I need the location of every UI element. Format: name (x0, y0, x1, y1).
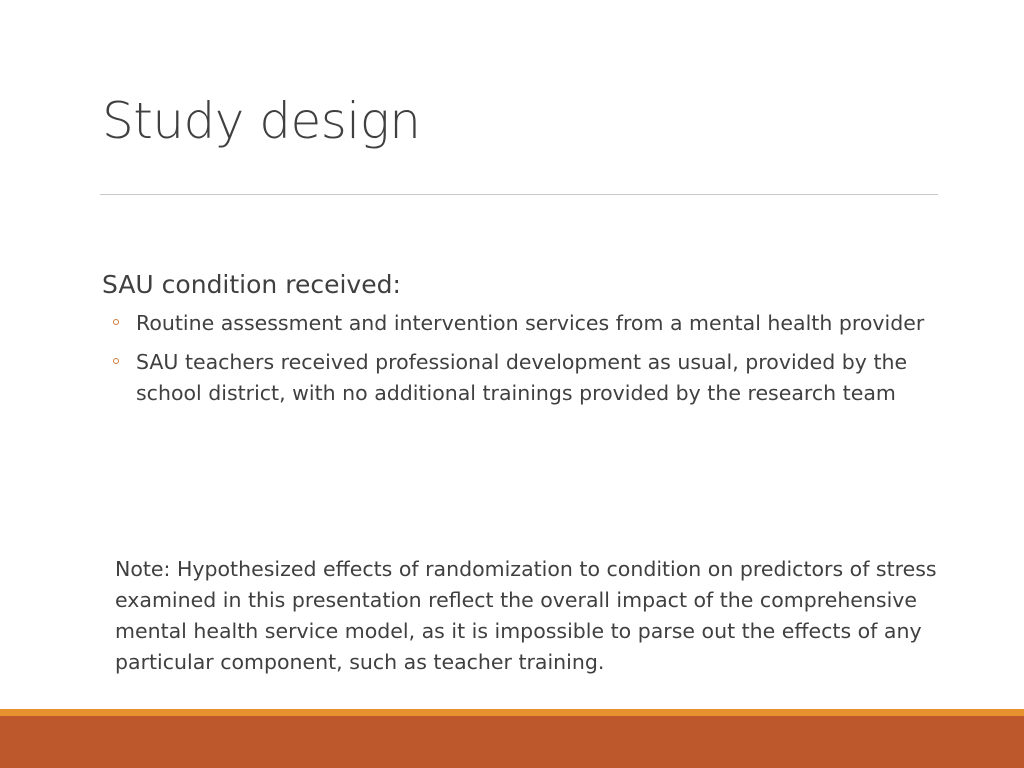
bullet-text: SAU teachers received professional development as usual, provided by the school district, with no additional trainings provided by the research team (136, 350, 908, 405)
bullet-item (102, 347, 938, 409)
ring-bullet-icon (113, 358, 119, 364)
slide-title: Study design (102, 92, 421, 150)
ring-bullet-icon (113, 319, 119, 325)
bullet-item (102, 308, 938, 339)
section-heading: SAU condition received: (102, 270, 401, 299)
bullet-text: Routine assessment and intervention services from a mental health provider (136, 311, 925, 335)
footer-bar (0, 716, 1024, 768)
note-text: Note: Hypothesized effects of randomization to condition on predictors of stress examined in this presentation reflect the overall impact of the comprehensive mental health service model, as it is impossible to parse out the effects of any particular component, such as teacher training. (115, 557, 937, 674)
footer-accent-line (0, 709, 1024, 716)
bullet-list (102, 308, 938, 409)
slide-content (102, 266, 938, 417)
title-divider (100, 194, 938, 195)
